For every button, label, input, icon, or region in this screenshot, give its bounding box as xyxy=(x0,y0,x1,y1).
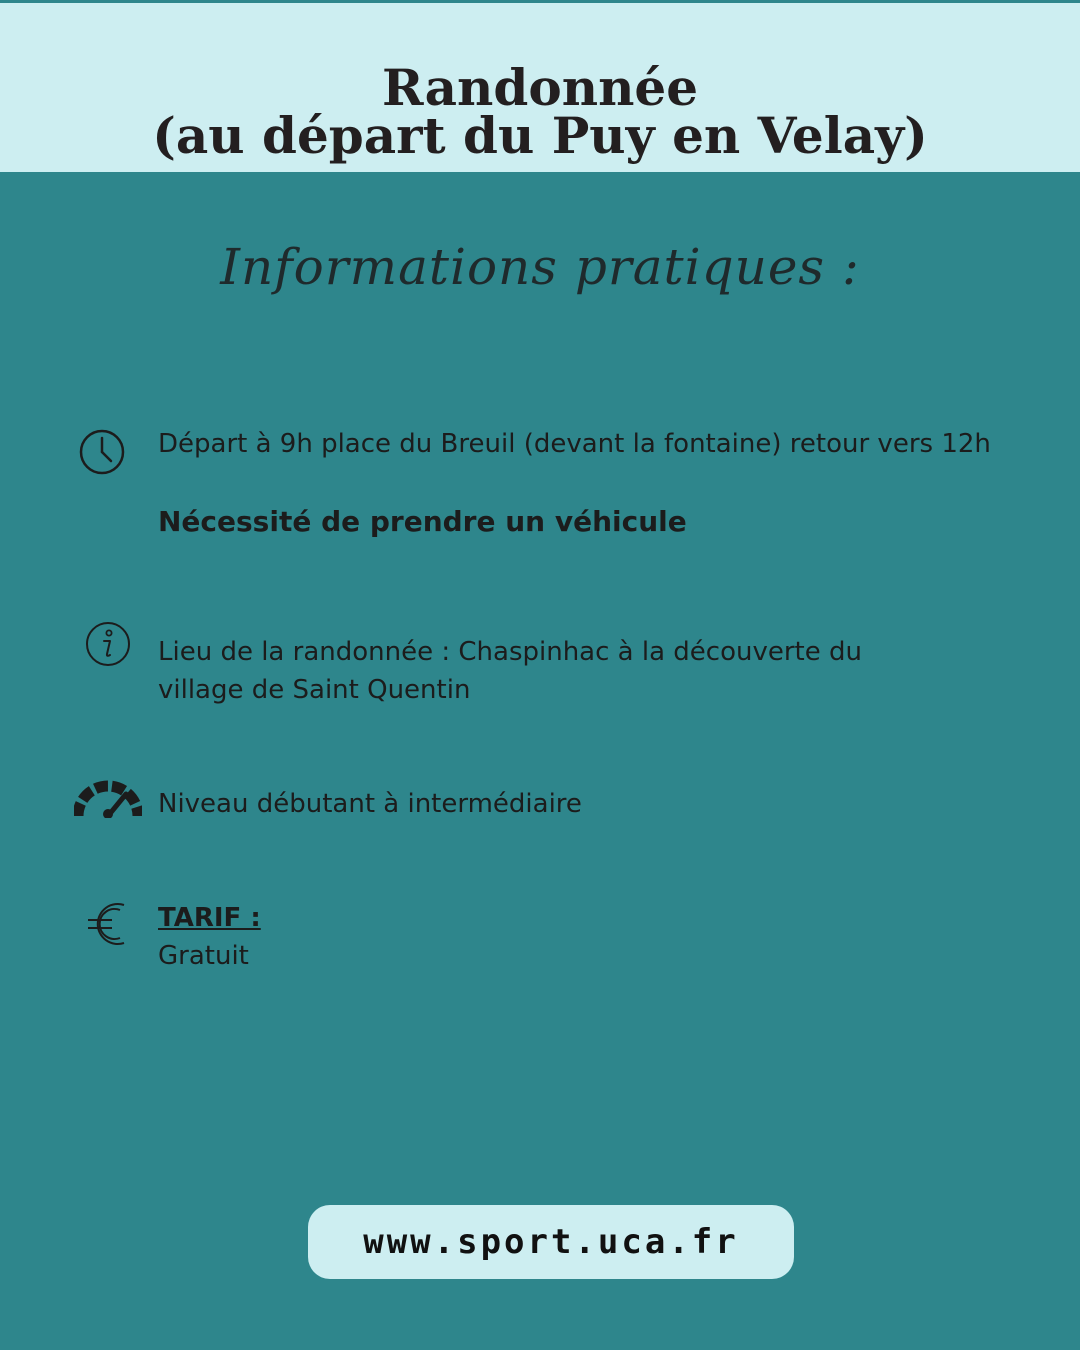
schedule-text: Départ à 9h place du Breuil (devant la fontaine) retour vers 12h xyxy=(158,429,991,459)
website-url: www.sport.uca.fr xyxy=(363,1222,739,1262)
location-text-line1: Lieu de la randonnée : Chaspinhac à la découverte du xyxy=(158,637,862,667)
page-title: Randonnée xyxy=(381,58,699,117)
vehicle-note: Nécessité de prendre un véhicule xyxy=(158,505,687,538)
clock-icon xyxy=(78,428,126,476)
location-text-line2: village de Saint Quentin xyxy=(158,675,471,705)
header-banner xyxy=(0,0,1080,172)
price-label: TARIF : xyxy=(158,903,261,933)
page-subtitle-departure: (au départ du Puy en Velay) xyxy=(152,106,928,165)
info-icon xyxy=(84,620,132,668)
section-heading: Informations pratiques : xyxy=(220,238,860,296)
level-text: Niveau débutant à intermédiaire xyxy=(158,789,582,819)
website-link[interactable] xyxy=(308,1205,794,1279)
gauge-icon xyxy=(74,776,142,818)
price-value: Gratuit xyxy=(158,941,249,971)
price-block xyxy=(158,899,261,975)
euro-icon xyxy=(86,897,130,951)
